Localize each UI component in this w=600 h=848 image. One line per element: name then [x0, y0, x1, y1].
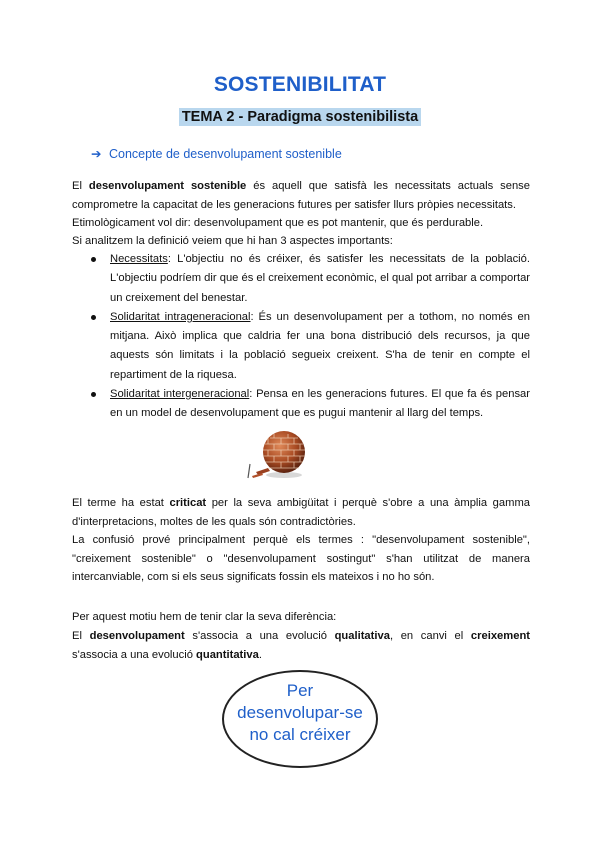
difference-text: . — [258, 648, 262, 661]
difference-text: El — [72, 630, 90, 642]
aspects-intro-line: Si analitzem la definició veiem que hi han 3 aspectes importants: — [72, 235, 393, 247]
bullet-icon — [91, 315, 96, 320]
difference-paragraph — [72, 627, 530, 664]
term-quantitativa: quantitativa — [196, 648, 259, 661]
intro-text-after: és aquell que satisfà les necessitats actuals sense comprometre la capacitat de les generacions futures per satisfer llurs pròpies necessitats. — [72, 180, 531, 211]
aspects-list — [72, 250, 530, 424]
list-item — [72, 385, 530, 424]
aspect-term: Necessitats — [110, 253, 168, 265]
callout-line-3: no cal créixer — [249, 725, 351, 744]
subtitle-wrapper — [0, 108, 600, 126]
aspect-text: : És un desenvolupament per a tothom, no només en mitjana. Això implica que caldria fer una bona distribució dels recursos, ja que aquests són limitats i la població segueix creixent. S'ha de tenir en compte el repartiment de la riquesa. — [110, 310, 530, 381]
intro-paragraph — [72, 177, 530, 214]
aspect-text: : L'objectiu no és créixer, és satisfer les necessitats de la població. L'objectiu podríem dir que és el creixement econòmic, el qual pot arribar a comportar un creixement del benestar. — [110, 253, 531, 304]
etymology-line: Etimològicament vol dir: desenvolupament que es pot mantenir, que és perdurable. — [72, 217, 484, 229]
brick-globe-icon — [244, 428, 312, 480]
difference-text: s'associa a una evolució — [72, 648, 197, 661]
intro-text: El — [72, 180, 89, 192]
intro-bold-term: desenvolupament sostenible — [88, 180, 247, 192]
list-item — [72, 308, 530, 385]
aspect-term: Solidaritat intrageneracional — [110, 310, 251, 323]
callout-text — [222, 680, 378, 746]
arrow-icon: ➔ — [91, 147, 102, 161]
section-heading — [91, 146, 342, 161]
criticism-text: El terme ha estat — [72, 497, 170, 509]
term-qualitativa: qualitativa — [334, 630, 390, 642]
callout-line-2: desenvolupar-se — [237, 703, 363, 722]
term-desenvolupament: desenvolupament — [89, 630, 185, 642]
term-creixement: creixement — [470, 630, 531, 642]
difference-intro: Per aquest motiu hem de tenir clar la seva diferència: — [72, 611, 337, 623]
callout-line-1: Per — [286, 681, 314, 700]
difference-text: s'associa a una evolució — [184, 630, 335, 642]
callout-oval — [222, 670, 378, 768]
list-item — [72, 250, 530, 308]
difference-text: , en canvi el — [389, 630, 471, 642]
bullet-icon — [91, 257, 96, 262]
criticism-text-after: per la seva ambigüitat i perquè s'obre a una àmplia gamma d'interpretacions, moltes de les quals són contradictòries. — [72, 497, 530, 528]
bullet-icon — [91, 392, 96, 397]
aspect-term: Solidaritat intergeneracional — [110, 388, 250, 401]
document-subtitle: TEMA 2 - Paradigma sostenibilista — [179, 108, 421, 126]
criticism-bold-term: criticat — [169, 497, 207, 509]
document-title: SOSTENIBILITAT — [213, 73, 387, 96]
criticism-paragraph — [72, 494, 530, 531]
aspect-text: : Pensa en les generacions futures. El que fa és pensar en un model de desenvolupament que es pugui mantenir al llarg del temps. — [110, 388, 531, 420]
confusion-paragraph: La confusió prové principalment perquè els termes : "desenvolupament sostenible", "creixement sostenible" o "desenvolupament sostingut" s'han utilitzat de manera intercanviable, com si els seus significats fossin els mateixos i no ho són. — [72, 534, 530, 583]
section-title: Concepte de desenvolupament sostenible — [108, 147, 342, 161]
